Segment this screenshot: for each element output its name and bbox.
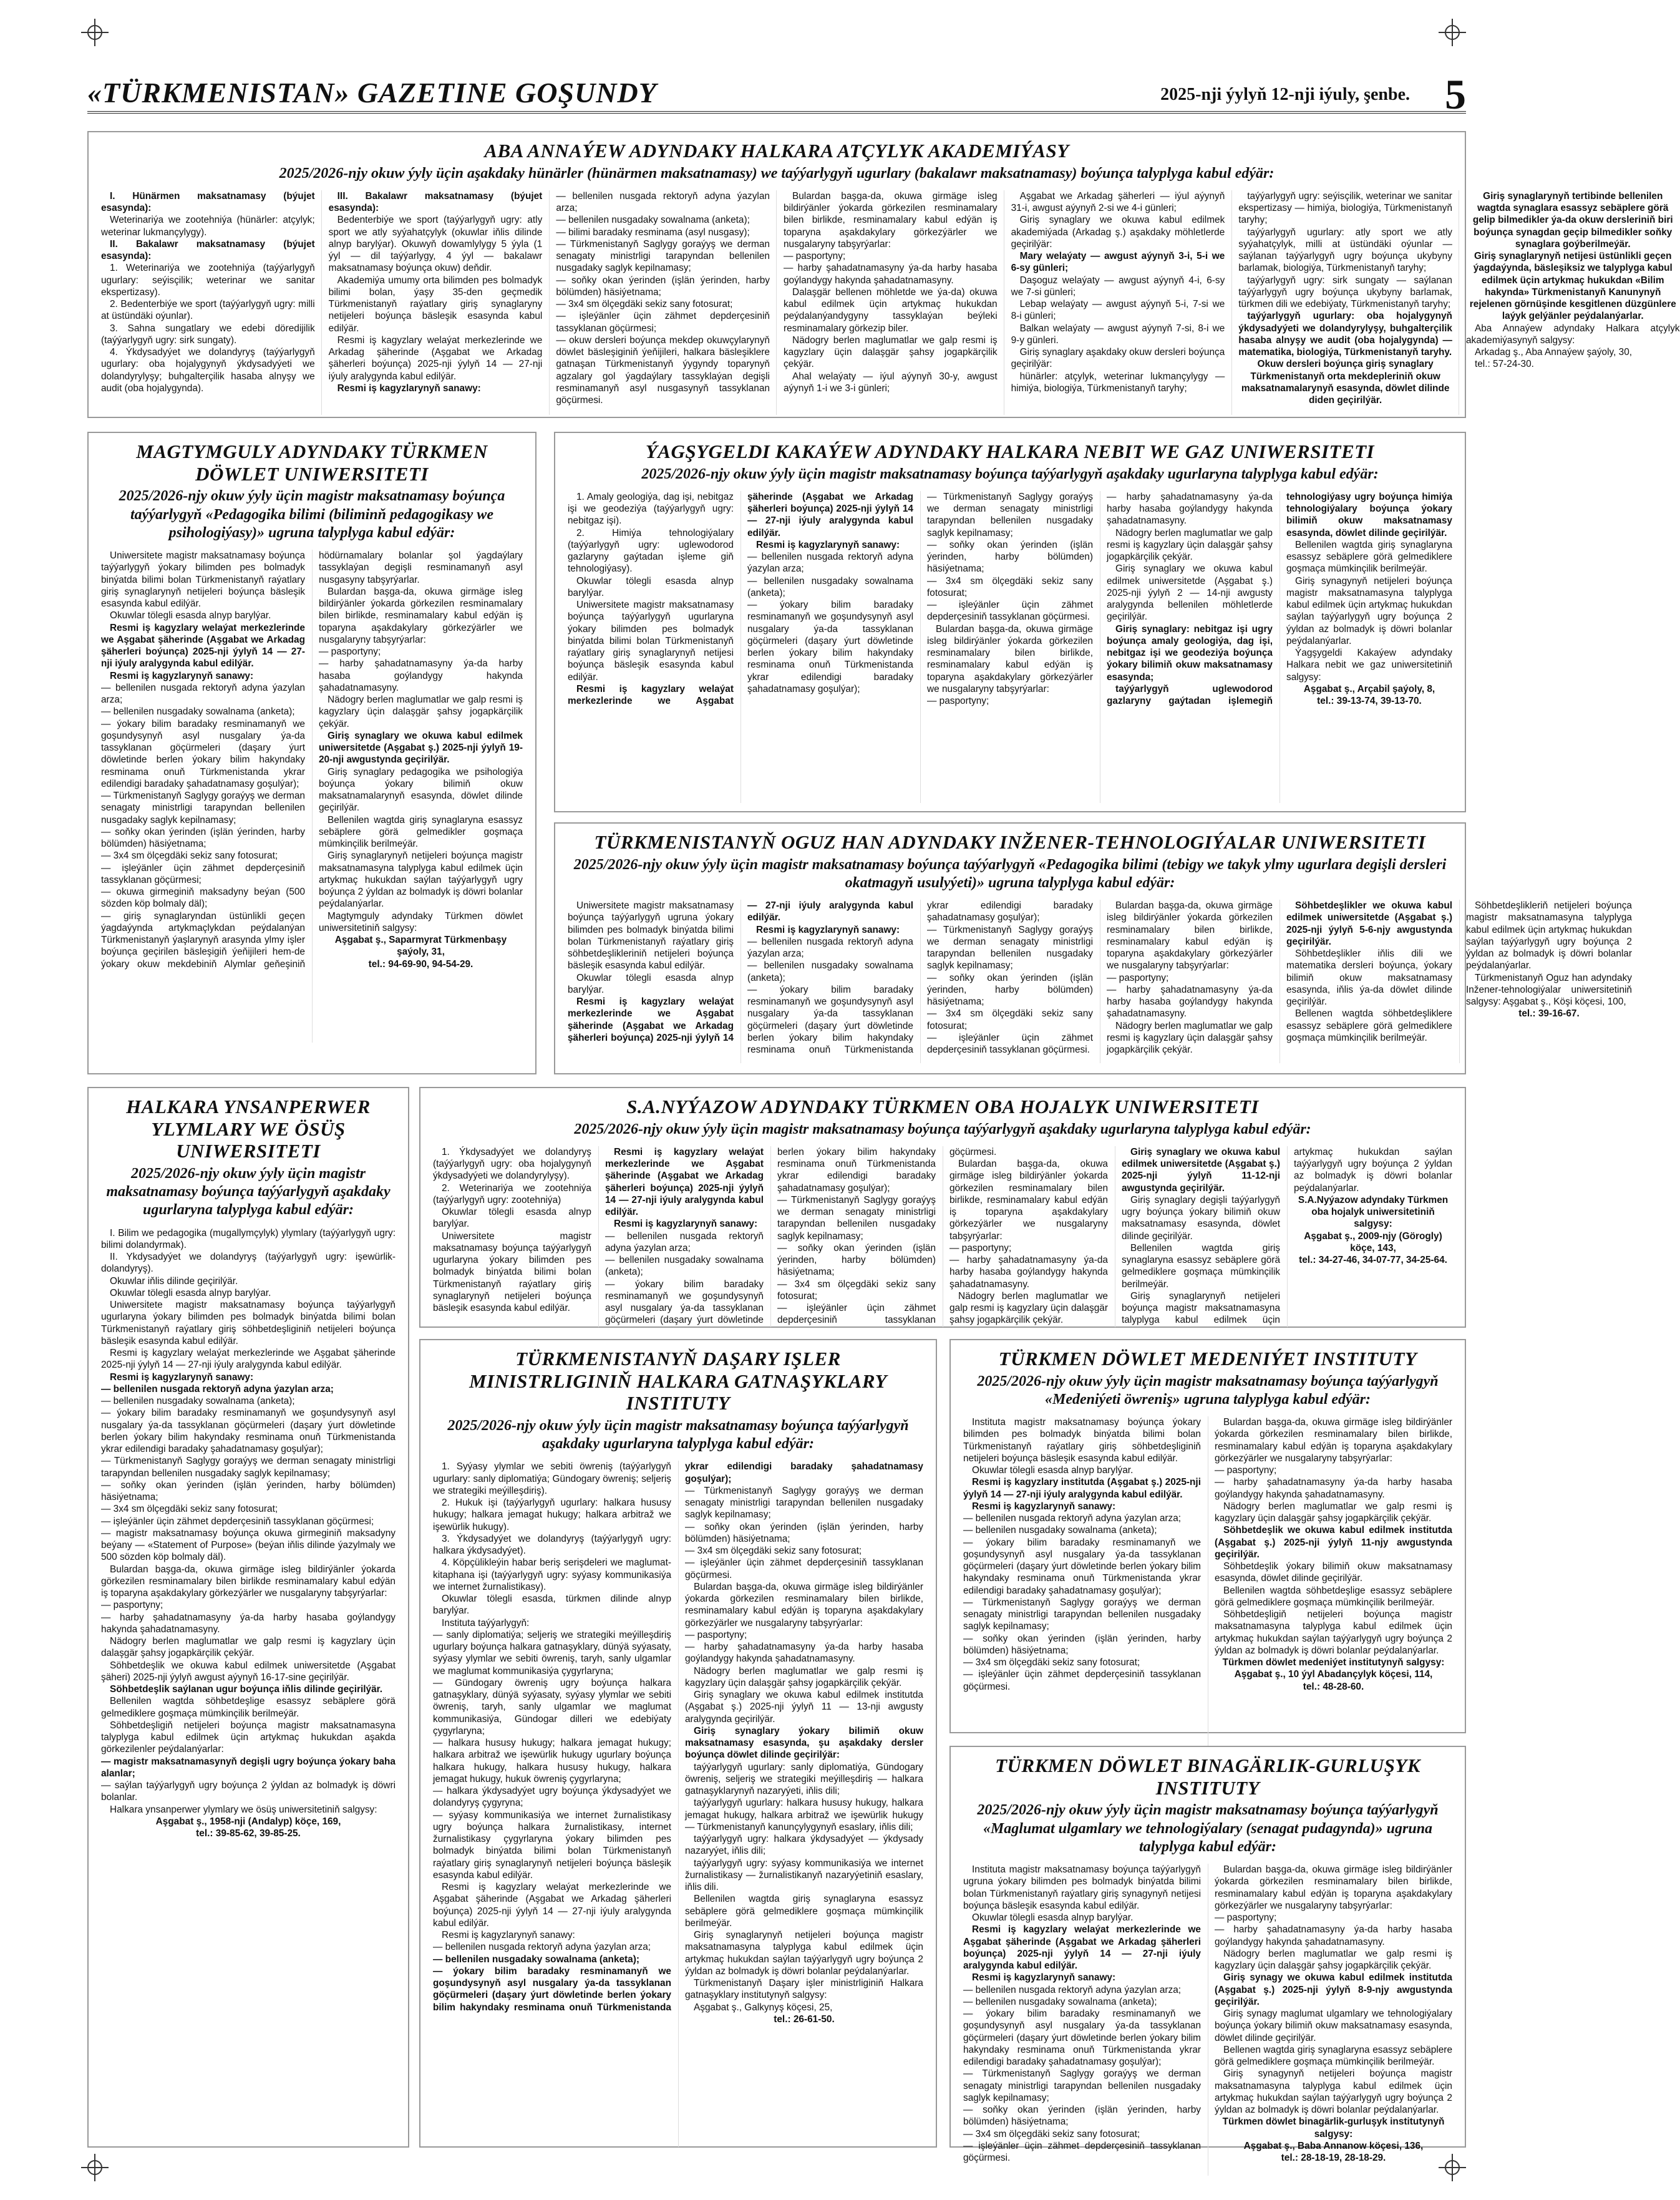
ad-oil-gas-university bbox=[554, 432, 1466, 812]
ad-paragraph: tel.: 39-13-74, 39-13-70. bbox=[1317, 696, 1422, 707]
ad-paragraph: Söhbetdeşlik saýlanan ugur boýunça iňlis dilinde geçirilýär. bbox=[110, 1684, 383, 1695]
ad-paragraph: Uniwersitete magistr maksatnamasy boýunça taýýarlygyň ugruna ýokary bilimden pes bolmadyk binýatda bilimi bolan Türkmenistanyň raýatlary giriş söhbetdeşlikleriniň netijeleri boýunça bäsleşik esasynda kabul edilýär. bbox=[568, 900, 734, 971]
ad-paragraph: Resmi iş kagyzlary welaýat merkezlerinde we Aşgabat şäherinde (Aşgabat we Arkadag şäherleri boýunça) 2025-nji ýylyň 14 — 27-nji iýuly aralygynda kabul edilýär. bbox=[433, 1882, 671, 1929]
ad-paragraph: III. Bakalawr maksatnamasy (býujet esasynda): bbox=[328, 190, 543, 214]
ad-paragraph: — bellenilen nusgadaky sowalnama (anketa); bbox=[963, 1525, 1157, 1536]
ad-magtymguly-university bbox=[87, 432, 537, 1074]
ad-paragraph: Aşgabat ş., Arçabil şaýoly, 8, bbox=[1303, 683, 1435, 694]
ad-paragraph: Lebap welaýaty — awgust aýynyň 5-i, 7-si we 8-i günleri; bbox=[1011, 299, 1225, 322]
ad-paragraph: — bellenilen nusgada rektoryň adyna ýazylan arza; bbox=[556, 190, 770, 214]
ad-paragraph: hünärler: atçylyk, weterinar lukmançylygy — himiýa, biologiýa, Türkmenistanyň taryhy; bbox=[1011, 371, 1225, 394]
ad-title: ABA ANNAÝEW ADYNDAKY HALKARA ATÇYLYK AKADEMIÝASY bbox=[484, 140, 1069, 162]
ad-paragraph: Bulardan başga-da, okuwa girmäge isleg bildirýänler ýokarda görkezilen resminamalary bilen birlikde, resminamalary kabul edýän iş toparyna aşakdakylary görkezýärler we nusgalaryny tabşyrýarlar: bbox=[1107, 900, 1273, 971]
ad-paragraph: Aba Annaýew adyndaky Halkara atçylyk akademiýasynyň salgysy: bbox=[1465, 323, 1680, 346]
ad-paragraph: — bellenilen nusgada rektoryň adyna ýazylan arza; bbox=[747, 552, 913, 575]
ad-paragraph: Dalaşgär bellenen möhletde we ýa-da) okuwa kabul edilmek üçin artykmaç hukukdan peýdalanýandygyny tassyklaýan beýleki resminamalary görkezip biler. bbox=[783, 286, 998, 334]
ad-paragraph: Resmi iş kagyzlarynyň sanawy: bbox=[110, 1371, 254, 1383]
ad-paragraph: Bulardan başga-da, okuwa girmäge isleg bildirýänler ýokarda görkezilen resminamalary bilen birlikde resminamalary kabul edýän iş toparyna aşakdakylary görkezýärler we nusgalaryny tabşyrýarlar: bbox=[101, 1564, 396, 1599]
ad-paragraph: — bellenilen nusgadaky sowalnama (anketa); bbox=[101, 1396, 295, 1407]
ad-paragraph: — ýokary bilim baradaky resminamanyň we goşundysynyň asyl nusgalary ýa-da tassyklanan göçürmeleri (daşary ýurt döwletinde berlen ýokary bilim hakyndaky resminama onuň Türkmenistanda ykrar edilendigi baradaky şahadatnamasy goşulýar); bbox=[101, 718, 305, 789]
ad-paragraph: Resmi iş kagyzlary welaýat merkezlerinde we Aşgabat şäherinde 2025-nji ýylyň 14 — 27-nji iýuly aralygynda kabul edilýär. bbox=[101, 1348, 396, 1371]
ad-paragraph: — işleýänler üçin zähmet depderçesiniň tassyklanan göçürmesi. bbox=[927, 600, 1093, 623]
ad-paragraph: Nädogry berlen maglumatlar we galp resmi iş kagyzlary üçin dalaşgär şahsy jogapkärçilik çekýär. bbox=[319, 694, 523, 729]
ad-paragraph: Instituta magistr maksatnamasy boýunça ýokary bilimden pes bolmadyk binýatda bilimi bolan Türkmenistanyň raýatlary giriş söhbetdeşliginiň netijeleri boýunça bäsleşik esasynda kabul edilýär. bbox=[963, 1417, 1201, 1464]
ad-paragraph: — harby şahadatnamasyny ýa-da harby hasaba goýlandygy hakynda şahadatnamasyny. bbox=[783, 263, 998, 286]
ad-paragraph: — Gündogary öwreniş ugry boýunça halkara gatnaşyklary, dünýä syýasaty, syýasy ylymlar we sebiti öwreniş, taryh, sanly ulgamlar we maglumat kommunikasiýa, Gündogar dilleri we edebiýaty çygyrlaryna; bbox=[433, 1677, 671, 1736]
ad-body bbox=[101, 190, 1680, 415]
ad-paragraph: — Türkmenistanyň Saglygy goraýyş we derman senagaty ministrligi tarapyndan bellenilen nusgadaky saglyk kepilnamasy; bbox=[963, 2068, 1201, 2103]
ad-paragraph: II. Ykdysadyýet we dolandyryş (taýýarlygyň ugry: işewürlik-dolandyryş). bbox=[101, 1252, 396, 1275]
ad-title: TÜRKMENISTANYŇ OGUZ HAN ADYNDAKY INŽENER-TEHNOLOGIÝALAR UNIWERSITETI bbox=[594, 831, 1426, 853]
ad-paragraph: Okuwlar tölegli esasda alnyp barylýar. bbox=[568, 972, 734, 995]
ad-paragraph: Aşgabat ş., 10 ýyl Abadançylyk köçesi, 114, bbox=[1234, 1669, 1433, 1680]
ad-title: HALKARA YNSANPERWER YLYMLARY WE ÖSÜŞ UNIWERSITETI bbox=[126, 1096, 371, 1162]
ad-paragraph: — soňky okan ýerinden (işlän ýerinden, harby bölümden) häsiýetnama; bbox=[927, 972, 1093, 1008]
ad-paragraph: — pasportyny; bbox=[101, 1600, 163, 1611]
ad-paragraph: — Türkmenistanyň Saglygy goraýyş we derman senagaty ministrligi tarapyndan bellenilen nusgadaky saglyk kepilnamasy; bbox=[777, 1194, 936, 1242]
ad-paragraph: Resmi iş kagyzlarynyň sanawy: bbox=[972, 1972, 1116, 1983]
ad-paragraph: 2. Himiýa tehnologiýalary (taýýarlygyň ugry: uglewodorod gazlaryny gaýtadan işleme giň tehnologiýasy). bbox=[568, 527, 734, 575]
ad-paragraph: Resmi iş kagyzlary institutda (Aşgabat ş.) 2025-nji ýylyň 14 — 27-nji iýuly aralygynda kabul edilýär. bbox=[963, 1477, 1201, 1500]
ad-paragraph: taýýarlygyň ugry: seýisçilik, weterinar we sanitar ekspertizasy — himiýa, biologiýa, Türkmenistanyň taryhy; bbox=[1238, 190, 1452, 226]
ad-paragraph: Resmi iş kagyzlary welaýat merkezlerinde we Aşgabat şäherinde (Aşgabat we Arkadag şäherleri boýunça) 2025-nji ýylyň 14 — 27-nji iýuly aralygynda kabul edilýär. bbox=[963, 1924, 1201, 1972]
ad-paragraph: Aşgabat ş., Baba Annanow köçesi, 136, bbox=[1243, 2140, 1424, 2151]
ad-title: TÜRKMENISTANYŇ DAŞARY IŞLER MINISTRLIGINIŇ HALKARA GATNAŞYKLARY INSTITUTY bbox=[469, 1348, 887, 1414]
ad-paragraph: Giriş synagy maglumat ulgamlary we tehnologiýalary boýunça ýokary bilimiň okuw maksatnamasy esasynda, döwlet dilinde geçirilýär. bbox=[1215, 2008, 1452, 2043]
ad-paragraph: Nädogry berlen maglumatlar we galp resmi iş kagyzlary üçin dalaşgär şahsy jogapkärçilik çekýär. bbox=[1215, 1948, 1452, 1972]
ad-paragraph: 4. Köpçülikleýin habar beriş serişdeleri we maglumat-kitaphana işi (taýýarlygyň ugry: syýasy kommunikasiýa we internet žurnalistikasy). bbox=[433, 1557, 671, 1592]
ad-paragraph: — ýokary bilim baradaky resminamanyň we goşundysynyň asyl nusgalary ýa-da tassyklanan göçürmeleri (daşary ýurt döwletinde berlen ýokary bilim hakyndaky resminama onuň Türkmenistanda ykrar edilendigi baradaky şahadatnamasy goşulýar); bbox=[101, 1408, 396, 1455]
ad-subtitle: 2025/2026-njy okuw ýyly üçin magistr maksatnamasy boýunça taýýarlygyň «Pedagogika bilimi (tebigy we takyk ylmy ugurlara degişli dersleri okatmagyň usulyýeti)» ugruna talyplyga kabul edýär: bbox=[573, 856, 1447, 891]
ad-paragraph: 4. Ýkdysadyýet we dolandyryş (taýýarlygyň ugurlary: oba hojalygynyň ýkdysadyýeti we dolandyrylyşy; buhgalterçilik hasaba alnyşy we audit (oba hojalygynda). bbox=[101, 347, 315, 394]
ad-paragraph: Ýagşygeldi Kakaýew adyndaky Halkara nebit we gaz uniwersitetiniň salgysy: bbox=[1286, 648, 1452, 683]
ad-paragraph: I. Bilim we pedagogika (mugallymçylyk) ylymlary (taýýarlygyň ugry: bilimi dolandyrmak). bbox=[101, 1227, 396, 1250]
issue-date: 2025-nji ýylyň 12-nji iýuly, şenbe. bbox=[1160, 85, 1410, 104]
ad-paragraph: Söhbetdeşlikleriň netijeleri boýunça magistr maksatnamasyna talyplyga kabul edilmek üçin artykmaç hukukdan saýlan taýýarlygyň ugry boýunça 2 ýyldan az bolmadyk iş döwri bolanlar peýdalanýarlar. bbox=[1466, 900, 1632, 971]
ad-paragraph: Nädogry berlen maglumatlar we galp resmi iş kagyzlary üçin dalaşgär şahsy jogapkärçilik çekýär. bbox=[101, 1636, 396, 1659]
ad-paragraph: — pasportyny; bbox=[319, 646, 381, 658]
ad-paragraph: Giriş synaglary we okuwa kabul edilmek akademiýada (Arkadag ş.) aşakdaky möhletlerde geçirilýär: bbox=[1011, 215, 1225, 250]
ad-paragraph: Resmi iş kagyzlarynyň sanawy: bbox=[756, 924, 900, 935]
ad-paragraph: Balkan welaýaty — awgust aýynyň 7-si, 8-i we 9-y günleri. bbox=[1011, 323, 1225, 346]
ad-paragraph: — ýokary bilim baradaky resminamanyň we goşundysynyň asyl nusgalary ýa-da tassyklanan göçürmeleri (daşary ýurt döwletinde berlen ýokary bilim hakyndaky resminama onuň Türkmenistanda ykrar edilendigi baradaky şahadatnamasy goşulýar); bbox=[747, 600, 913, 694]
ad-paragraph: — 3x4 sm ölçegdäki sekiz sany fotosurat; bbox=[963, 2128, 1140, 2139]
ad-paragraph: Resmi iş kagyzlary welaýat merkezlerinde we Arkadag şäherinde (Aşgabat we Arkadag şäherleri boýunça) 2025-nji ýylyň 14 — 27-nji iýuly aralygynda kabul edilýär. bbox=[328, 334, 543, 382]
ad-paragraph: Bellenilen wagtda söhbetdeşlige esassyz sebäplere görä gelmediklere goşmaça mümkinçilik berilmeýär. bbox=[101, 1696, 396, 1719]
ad-paragraph: 2. Hukuk işi (taýýarlygyň ugurlary: halkara hususy hukugy; halkara jemagat hukugy; halkara arbitraž we işewürlik hukugy). bbox=[433, 1497, 671, 1532]
ad-subtitle: 2025/2026-njy okuw ýyly üçin magistr maksatnamasy boýunça taýýarlygyň «Pedagogika bilimi (biliminň pedagogikasy we psihologiýasy)» ugruna talyplyga kabul edýär: bbox=[119, 488, 505, 541]
ad-paragraph: tel.: 26-61-50. bbox=[774, 2013, 835, 2025]
ad-paragraph: — sanly diplomatiýa; seljeriş we strategiki meýilleşdiriş ugurlary boýunça halkara gatnaşyklary, dünýä syýasaty, syýasy ylymlar we sebiti öwreniş, taryh, sanly ulgamlar we maglumat kommunikasiýa çygyrlaryna; bbox=[433, 1629, 671, 1677]
ad-paragraph: — pasportyny; bbox=[1215, 1912, 1277, 1924]
ad-paragraph: Giriş synagynyň netijeleri boýunça magistr maksatnamasyna talyplyga kabul edilmek üçin artykmaç hukukdan saýlan taýýarlygyň ugry boýunça 2 ýyldan az bolmadyk iş döwri bolanlar peýdalanýarlar. bbox=[1286, 575, 1452, 646]
newspaper-title: «TÜRKMENISTAN» GAZETINE GOŞUNDY bbox=[87, 77, 657, 109]
ad-paragraph: Resmi iş kagyzlarynyň sanawy: bbox=[756, 539, 900, 550]
ad-paragraph: Nädogry berlen maglumatlar we galp resmi iş kagyzlary üçin dalaşgär şahsy jogapkärçilik çekýär. bbox=[949, 1290, 1108, 1326]
ad-paragraph: — Türkmenistanyň Saglygy goraýyş we derman senagaty ministrligi tarapyndan bellenilen nusgadaky saglyk kepilnamasy; bbox=[685, 1485, 923, 1521]
ad-paragraph: — işleýänler üçin zähmet depderçesiniň tassyklanan göçürmesi; bbox=[101, 1516, 374, 1527]
ad-paragraph: — syýasy kommunikasiýa we internet žurnalistikasy ugry boýunça halkara žurnalistikasy, internet žurnalistikasy çygyrlaryna ýokary bilimden pes bolmadyk binýatda bilimi bolan Türkmenistanyň raýatlary giriş synaglarynyň netijeleri boýunça bäsleşik esasynda kabul edilýär. bbox=[433, 1809, 671, 1881]
ad-paragraph: I. Hünärmen maksatnamasy (býujet esasynda): bbox=[101, 190, 315, 214]
ad-paragraph: Bulardan başga-da, okuwa girmäge isleg bildirýänler ýokarda görkezilen resminamalary bilen birlikde, resminamalary kabul edýän iş toparyna aşakdakylary görkezýärler we nusgalaryny tabşyrýarlar: bbox=[319, 586, 523, 645]
ad-paragraph: — bellenilen nusgadaky sowalnama (anketa); bbox=[605, 1255, 764, 1278]
ad-paragraph: tel.: 39-16-67. bbox=[1518, 1008, 1580, 1020]
ad-paragraph: Bellenen wagtda söhbetdeşliklere esassyz sebäplere görä gelmediklere goşmaça mümkinçilik berilmeýär. bbox=[1286, 1008, 1452, 1043]
ad-paragraph: Giriş synaglary pedagogika we psihologiýa boýunça ýokary bilimiň okuw maksatnamalarynyň esasynda, döwlet dilinde geçirilýär. bbox=[319, 766, 523, 814]
ad-paragraph: Resmi iş kagyzlarynyň sanawy: bbox=[337, 382, 481, 394]
ad-paragraph: — okuw dersleri boýunça mekdep okuwçylarynyň döwlet bäsleşiginiň ýeňijileri, halkara bäsleşiklere gatnaşan Türkmenistanyň ýygyndy toparynyň agzalary gol ýagdaýlary tassyklaýan degişli resminamanyň asyl nusgasynyň tassyklanan göçürmesi. bbox=[556, 334, 770, 406]
ad-paragraph: — ýokary bilim baradaky resminamanyň we goşundysynyň asyl nusgalary ýa-da tassyklanan göçürmeleri (daşary ýurt döwletinde berlen ýokary bilim hakyndaky resminama onuň Türkmenistanda ykrar edilendigi baradaky şahadatnamasy goşulýar); bbox=[433, 1461, 923, 2013]
ad-paragraph: — bellenilen nusgadaky sowalnama (anketa); bbox=[747, 960, 913, 983]
ad-paragraph: Türkmen döwlet medeniýet institutynyň salgysy: bbox=[1222, 1657, 1445, 1668]
ad-aba-annayew-academy bbox=[87, 131, 1680, 418]
ad-paragraph: — 3x4 sm ölçegdäki sekiz sany fotosurat; bbox=[101, 850, 278, 862]
ad-paragraph: — bellenilen nusgadaky sowalnama (anketa); bbox=[963, 1996, 1157, 2007]
ad-paragraph: Uniwersitete magistr maksatnamasy boýunça taýýarlygyň ugurlaryna ýokary bilimden pes bolmadyk binýatda bilimi bolan Türkmenistanyň raýatlary giriş synaglarynyň netijeleri boýunça bäsleşik esasynda kabul edilýär. bbox=[433, 1230, 591, 1314]
ad-subtitle: 2025/2026-njy okuw ýyly üçin magistr maksatnamasy boýunça taýýarlygyň «Maglumat ulgamlary we tehnologiýalary (senagat pudagynda)» ugruna talyplyga kabul edýär: bbox=[977, 1802, 1439, 1855]
ad-paragraph: Bellenilen wagtda giriş synaglaryna esassyz sebäplere görä gelmedikler goşmaça mümkinçilik berilmeýär. bbox=[319, 814, 523, 850]
ad-paragraph: Giriş synaglarynyň netijesi üstünlikli geçen ýagdaýynda, bäsleşiksiz we talyplyga kabul edilmek üçin artykmaç hukukdan «Bilim hakynda» Türkmenistanyň Kanunynyň rejelenen görnüşinde kesgitlenen düzgünlere laýyk gelýänler peýdalanýarlar. bbox=[1469, 251, 1676, 322]
ad-paragraph: Giriş synaglary we okuwa kabul edilmek uniwersitetde (Aşgabat ş.) 2025-nji ýylyň 19-20-nji awgustynda geçirilýär. bbox=[319, 730, 523, 766]
ad-paragraph: taýýarlygyň ugry: sirk sungaty — saýlanan taýýarlygyň ugry boýunça ukybyny barlamak, türkmen dili we edebiýaty, Türkmenistanyň taryhy; bbox=[1238, 275, 1452, 310]
ad-paragraph: Söhbetdeşlik we okuwa kabul edilmek uniwersitetde (Aşgabat şäheri) 2025-nji ýylyň awgust aýynyň 16-17-sine geçirilýär. bbox=[101, 1660, 396, 1683]
ad-paragraph: — harby şahadatnamasyny ýa-da harby hasaba goýlandygy hakynda şahadatnamasyny. bbox=[319, 658, 523, 693]
ad-paragraph: Bellenilen wagtda giriş synaglaryna esassyz sebäplere görä gelmediklere goşmaça mümkinçilik berilmeýär. bbox=[685, 1894, 923, 1929]
ad-paragraph: — bellenilen nusgada rektoryň adyna ýazylan arza; bbox=[433, 1942, 651, 1953]
ad-paragraph: — 3x4 sm ölçegdäki sekiz sany fotosurat; bbox=[777, 1278, 936, 1302]
ad-paragraph: Resmi iş kagyzlary welaýat merkezlerinde we Aşgabat şäherinde (Aşgabat we Arkadag şäherleri boýunça) 2025-nji ýylyň 14 — 27-nji iýuly aralygynda kabul edilýär. bbox=[568, 491, 913, 707]
ad-paragraph: tel.: 28-18-19, 28-18-29. bbox=[1281, 2153, 1386, 2164]
ad-paragraph: Söhbetdeşligiň netijeleri boýunça magistr maksatnamasyna talyplyga kabul edilmek üçin artykmaç hukukdan saýlan taýýarlygyň ugry boýunça 2 ýyldan az bolmadyk iş döwri bolanlar peýdalanýarlar. bbox=[1215, 1609, 1452, 1656]
ad-paragraph: 1. Syýasy ylymlar we sebiti öwreniş (taýýarlygyň ugurlary: sanly diplomatiýa; Gündogary öwreniş; seljeriş we strategiki meýilleşdiriş). bbox=[433, 1461, 671, 1496]
ad-paragraph: Giriş synaglarynyň tertibinde bellenilen wagtda synaglara esassyz sebäplere görä gelip bilmedikler ýa-da okuw dersleriniň biri boýunça synagdan geçip bilmedikler soňky synaglara goýberilmeýär. bbox=[1472, 190, 1673, 250]
ad-paragraph: taýýarlygyň ugry: halkara ýkdysadyýet — ýkdysady nazaryýet, iňlis dili; bbox=[685, 1834, 923, 1857]
ad-paragraph: — pasportyny; bbox=[783, 251, 846, 262]
ad-subtitle: 2025/2026-njy okuw ýyly üçin magistr maksatnamasy boýunça taýýarlygyň aşakdaky ugurlaryna talyplyga kabul edýär: bbox=[641, 465, 1379, 482]
ad-paragraph: Giriş synagy we okuwa kabul edilmek institutda (Aşgabat ş.) 2025-nji ýylyň 8-9-njy awgustynda geçirilýär. bbox=[1215, 1972, 1452, 2007]
ad-paragraph: — magistr maksatnamasynyň degişli ugry boýunça ýokary baha alanlar; bbox=[101, 1756, 396, 1779]
ad-paragraph: Söhbetdeşlikler iňlis dili we matematika dersleri boýunça, ýokary bilimiň okuw maksatnamasy esasynda, iňlis ýa-da döwlet dilinde geçirilýär. bbox=[1286, 948, 1452, 1008]
ad-paragraph: — Türkmenistanyň Saglygy goraýyş we derman senagaty ministrligi tarapyndan bellenilen nusgadaky saglyk kepilnamasy; bbox=[927, 491, 1093, 538]
ad-paragraph: — soňky okan ýerinden (işlän ýerinden, harby bölümden) häsiýetnama; bbox=[963, 1633, 1201, 1656]
ad-title: MAGTYMGULY ADYNDAKY TÜRKMEN DÖWLET UNIWERSITETI bbox=[136, 440, 488, 485]
ad-body bbox=[568, 491, 1452, 803]
ad-paragraph: Arkadag ş., Aba Annaýew şaýoly, 30, bbox=[1474, 347, 1633, 358]
ad-paragraph: Aşgabat we Arkadag şäherleri — iýul aýynyň 31-i, awgust aýynyň 2-si we 4-i günleri; bbox=[1011, 190, 1225, 214]
ad-body bbox=[101, 1227, 396, 2113]
ad-paragraph: Magtymguly adyndaky Türkmen döwlet uniwersitetiniň salgysy: bbox=[319, 910, 523, 933]
ad-paragraph: — işleýänler üçin zähmet depderçesiniň tassyklanan göçürmesi. bbox=[927, 1032, 1093, 1056]
masthead bbox=[87, 71, 1466, 118]
ad-paragraph: — halkara hususy hukugy; halkara jemagat hukugy; halkara arbitraž we işewürlik hukugy ugurlary boýunça halkara hukugy, halkara hususy hukugy, halkara jemagat hukugy, hukuk öwreniş çygyrlaryna; bbox=[433, 1738, 671, 1784]
ad-paragraph: Nädogry berlen maglumatlar we galp resmi iş kagyzlary üçin dalaşgär şahsy jogapkärçilik çekýär. bbox=[1107, 527, 1273, 563]
ad-paragraph: — 3x4 sm ölçegdäki sekiz sany fotosurat; bbox=[963, 1657, 1140, 1668]
ad-paragraph: — işleýänler üçin zähmet depderçesiniň tassyklanan göçürmesi. bbox=[777, 1146, 997, 1326]
ad-paragraph: 3. Sahna sungatlary we edebi döredijilik (taýýarlygyň ugry: sirk sungaty). bbox=[101, 323, 315, 346]
ad-paragraph: Bulardan başga-da, okuwa girmäge isleg bildirýänler ýokarda görkezilen resminamalary bilen birlikde, resminamalary kabul edýän iş toparyna aşakdakylary görkezýärler we nusgalaryny tabşyrýarlar: bbox=[927, 623, 1093, 694]
ad-paragraph: — 3x4 sm ölçegdäki sekiz sany fotosurat; bbox=[927, 1008, 1093, 1031]
ad-paragraph: — bellenilen nusgada rektoryň adyna ýazylan arza; bbox=[747, 936, 913, 960]
ad-paragraph: — Türkmenistanyň Saglygy goraýyş we derman senagaty ministrligi tarapyndan bellenilen nusgadaky saglyk kepilnamasy; bbox=[101, 791, 305, 825]
ad-paragraph: Bellenilen wagtda giriş synaglaryna esassyz sebäplere görä gelmediklere goşmaça mümkinçilik berilmeýär. bbox=[1286, 539, 1452, 575]
ad-paragraph: Bellenilen wagtda giriş synaglaryna esassyz sebäplere görä gelmediklere goşmaça mümkinçilik berilmeýär. bbox=[1122, 1242, 1280, 1290]
ad-body bbox=[433, 1146, 1452, 1327]
ad-paragraph: — işleýänler üçin zähmet depderçesiniň tassyklanan göçürmesi. bbox=[963, 1669, 1201, 1692]
ad-body bbox=[568, 900, 1632, 1063]
ad-paragraph: — işleýänler üçin zähmet depderçesiniň tassyklanan göçürmesi; bbox=[556, 311, 770, 334]
ad-paragraph: Giriş synaglary ýokary bilimiň okuw maksatnamasy esasynda, şu aşakdaky dersler boýunça döwlet dilinde geçirilýär: bbox=[685, 1725, 923, 1761]
ad-paragraph: 1. Ýkdysadyýet we dolandyryş (taýýarlygyň ugry: oba hojalygynyň ýkdysadyýeti we dolandyrylyşy). bbox=[433, 1146, 591, 1182]
ad-title: TÜRKMEN DÖWLET MEDENIÝET INSTITUTY bbox=[998, 1348, 1417, 1370]
ad-paragraph: 1. Amaly geologiýa, dag işi, nebitgaz işi we geodeziýa (taýýarlygyň ugry: nebitgaz işi). bbox=[568, 491, 734, 527]
ad-architecture-institute bbox=[949, 1746, 1466, 2164]
ad-paragraph: Okuw dersleri boýunça giriş synaglary Türkmenistanyň orta mekdepleriniň okuw maksatnamalarynyň esasynda, döwlet dilinde diden geçirilýär. bbox=[1241, 359, 1450, 406]
ad-body bbox=[101, 550, 523, 1043]
ad-paragraph: Mary welaýaty — awgust aýynyň 3-i, 5-i we 6-sy günleri; bbox=[1011, 251, 1225, 274]
ad-paragraph: Türkmenistanyň Oguz han adyndaky Inžener-tehnologiýalar uniwersitetiniň salgysy: Aşgabat ş., Köşi köçesi, 100, bbox=[1466, 972, 1632, 1008]
ad-paragraph: — işleýänler üçin zähmet depderçesiniň tassyklanan göçürmesi. bbox=[963, 2140, 1201, 2164]
ad-paragraph: — harby şahadatnamasyny ýa-da harby hasaba goýlandygy hakynda şahadatnamasyny. bbox=[685, 1642, 923, 1665]
ad-paragraph: Halkara ynsanperwer ylymlary we ösüş uniwersitetiniň salgysy: bbox=[110, 1804, 377, 1815]
ad-paragraph: Bulardan başga-da, okuwa girmäge isleg bildirýänler ýokarda görkezilen resminamalary bilen birlikde, resminamalary kabul edýän iş toparyna aşakdakylary görkezýärler we nusgalaryny tabşyrýarlar: bbox=[949, 1159, 1108, 1242]
ad-paragraph: — ýokary bilim baradaky resminamanyň we goşundysynyň asyl nusgalary ýa-da tassyklanan göçürmeleri (daşary ýurt döwletinde berlen ýokary bilim hakyndaky resminama onuň Türkmenistanda ykrar edilendigi baradaky şahadatnamasy goşulýar); bbox=[605, 1146, 936, 1326]
ad-paragraph: 3. Ýkdysadyýet we dolandyryş (taýýarlygyň ugry: halkara ýkdysadyýet). bbox=[433, 1533, 671, 1557]
ad-paragraph: Uniwersitete magistr maksatnamasy boýunça taýýarlygyň ugurlaryna ýokary bilimden pes bolmadyk binýatda bilimi bolan Türkmenistanyň raýatlary giriş söhbetdeşliginiň netijeleri boýunça bäsleşik esasynda kabul edilýär. bbox=[101, 1300, 396, 1346]
ad-paragraph: taýýarlygyň ugurlary: halkara hususy hukugy, halkara jemagat hukugy, halkara arbitraž we işewürlik hukugy — Türkmenistanyň kanunçylygynyň esaslary, iňlis dili; bbox=[685, 1798, 923, 1833]
ad-paragraph: Türkmenistanyň Daşary işler ministrliginiň Halkara gatnaşyklary institutynyň salgysy: bbox=[685, 1978, 923, 2001]
ad-paragraph: Uniwersitete magistr maksatnamasy boýunça taýýarlygyň ýokary bilimden pes bolmadyk binýatda bilimi bolan Türkmenistanyň raýatlary giriş synaglarynyň netijeleri boýunça bäsleşik esasynda kabul edilýär. bbox=[101, 550, 305, 610]
ad-paragraph: — bellenilen nusgada rektoryň adyna ýazylan arza; bbox=[963, 1513, 1182, 1524]
ad-paragraph: — soňky okan ýerinden (işlän ýerinden, harby bölümden) häsiýetnama; bbox=[963, 2105, 1201, 2128]
ad-paragraph: Okuwlar tölegli esasda alnyp barylýar. bbox=[972, 1465, 1134, 1476]
ad-paragraph: — harby şahadatnamasyny ýa-da harby hasaba goýlandygy hakynda şahadatnamasyny. bbox=[101, 1612, 396, 1635]
ad-paragraph: — bellenilen nusgada rektoryň adyna ýazylan arza; bbox=[101, 1383, 334, 1394]
ad-paragraph: — soňky okan ýerinden (işlän ýerinden, harby bölümden) häsiýetnama; bbox=[685, 1521, 923, 1544]
ad-paragraph: Giriş synagynyň netijeleri boýunça magistr maksatnamasyna talyplyga kabul edilmek üçin artykmaç hukukdan saýlan taýýarlygyň ugry boýunça 2 ýyldan az bolmadyk iş döwri bolanlar peýdalanýarlar. bbox=[1215, 2068, 1452, 2116]
ad-paragraph: Resmi iş kagyzlary welaýat merkezlerinde we Aşgabat şäherinde (Aşgabat we Arkadag şäherleri boýunça) 2025-nji ýylyň 14 — 27-nji iýuly aralygynda kabul edilýär. bbox=[101, 622, 305, 669]
ad-paragraph: Aşgabat ş., Saparmyrat Türkmenbaşy şaýoly, 31, bbox=[334, 935, 507, 958]
ad-paragraph: Türkmen döwlet binagärlik-gurluşyk institutynyň salgysy: bbox=[1222, 2116, 1445, 2139]
ad-paragraph: Bulardan başga-da, okuwa girmäge isleg bildirýänler ýokarda görkezilen resminamalary bilen birlikde, resminamalary kabul edýän iş toparyna aşakdakylary görkezýärler we nusgalaryny tabşyrýarlar: bbox=[1215, 1864, 1452, 1911]
ad-paragraph: Instituta taýýarlygyň: bbox=[442, 1617, 530, 1628]
ad-paragraph: — işleýänler üçin zähmet depderçesiniň tassyklanan göçürmesi; bbox=[101, 862, 305, 885]
ad-paragraph: Giriş synaglarynyň netijeleri boýunça magistr maksatnamasyna talyplyga kabul edilmek üçin artykmaç hukukdan saýlan taýýarlygyň ugry boýunça 2 ýyldan az bolmadyk iş döwri bolanlar peýdalanýarlar. bbox=[319, 850, 523, 910]
registration-mark bbox=[81, 19, 109, 46]
ad-paragraph: Bulardan başga-da, okuwa girmäge isleg bildirýänler ýokarda görkezilen resminamalary bilen birlikde, resminamalary kabul edýän iş toparyna aşakdakylary görkezýärler we nusgalaryny tabşyrýarlar: bbox=[1215, 1417, 1452, 1464]
ad-paragraph: — pasportyny; bbox=[927, 696, 989, 707]
ad-paragraph: Söhbetdeşligiň netijeleri boýunça magistr maksatnamasyna talyplyga kabul edilmek üçin artykmaç hukukdan aşakda görkezilenler peýdalanýarlar: bbox=[101, 1720, 396, 1755]
ad-paragraph: Aşgabat ş., Galkynyş köçesi, 25, bbox=[694, 2002, 833, 2013]
ad-paragraph: II. Bakalawr maksatnamasy (býujet esasynda): bbox=[101, 238, 315, 262]
ad-subtitle: 2025/2026-njy okuw ýyly üçin magistr maksatnamasy boýunça taýýarlygyň aşakdaky ugurlaryna talyplyga kabul edýär: bbox=[106, 1165, 391, 1219]
ad-title: S.A.NYÝAZOW ADYNDAKY TÜRKMEN OBA HOJALYK UNIWERSITETI bbox=[626, 1096, 1259, 1117]
ad-paragraph: Giriş synaglarynyň netijeleri boýunça magistr maksatnamasyna talyplyga kabul edilmek üçin artykmaç hukukdan saýlan taýýarlygyň ugry boýunça 2 ýyldan az bolmadyk iş döwri bolanlar peýdalanýarlar. bbox=[685, 1930, 923, 1977]
ad-culture-institute bbox=[949, 1339, 1466, 1733]
ad-paragraph: Uniwersitete magistr maksatnamasy boýunça taýýarlygyň ugurlaryna ýokary bilimden pes bolmadyk binýatda bilimi bolan Türkmenistanyň raýatlary giriş synaglarynyň netijesi boýunça bäsleşik esasynda kabul edilýär. bbox=[568, 600, 734, 683]
ad-paragraph: tel.: 48-28-60. bbox=[1303, 1681, 1364, 1692]
ad-paragraph: Giriş synaglarynyň netijeleri boýunça magistr maksatnamasyna talyplyga kabul edilmek üçin artykmaç hukukdan saýlan taýýarlygyň ugry boýunça 2 ýyldan az bolmadyk iş döwri bolanlar peýdalanýarlar. bbox=[1122, 1146, 1452, 1326]
ad-paragraph: — harby şahadatnamasyny ýa-da harby hasaba goýlandygy hakynda şahadatnamasyny. bbox=[1215, 1924, 1452, 1947]
ad-paragraph: 2. Weterinariýa we zootehniýa (taýýarlygyň ugry: zootehniýa) bbox=[433, 1182, 591, 1205]
ad-paragraph: Bellenilen wagtda söhbetdeşlige esassyz sebäplere görä gelmediklere goşmaça mümkinçilik berilmeýär. bbox=[1215, 1585, 1452, 1608]
ad-subtitle: 2025/2026-njy okuw ýyly üçin magistr maksatnamasy boýunça taýýarlygyň aşakdaky ugurlaryna talyplyga kabul edýär: bbox=[447, 1417, 909, 1453]
ad-paragraph: Bulardan başga-da, okuwa girmäge isleg bildirýänler ýokarda görkezilen resminamalary bilen birlikde, resminamalary kabul edýän iş toparyna aşakdakylary görkezýärler we nusgalaryny tabşyrýarlar: bbox=[685, 1581, 923, 1628]
ad-paragraph: — harby şahadatnamasyny ýa-da harby hasaba goýlandygy hakynda şahadatnamasyny. bbox=[1107, 491, 1273, 527]
ad-oguz-han-university bbox=[554, 822, 1632, 1074]
ad-paragraph: — ýokary bilim baradaky resminamanyň we goşundysynyň asyl nusgalary ýa-da tassyklanan göçürmeleri (daşary ýurt döwletinde berlen ýokary bilim hakyndaky resminama onuň Türkmenistanda ykrar edilendigi baradaky şahadatnamasy goşulýar); bbox=[963, 2008, 1201, 2068]
ad-title: TÜRKMEN DÖWLET BINAGÄRLIK-GURLUŞYK INSTITUTY bbox=[995, 1755, 1420, 1799]
ad-paragraph: Instituta magistr maksatnamasy boýunça taýýarlygyň ugruna ýokary bilimden pes bolmadyk binýatda bilimi bolan Türkmenistanyň raýatlary giriş synagynyň netijesi boýunça bäsleşik esasynda kabul edilýär. bbox=[963, 1864, 1201, 1911]
ad-paragraph: Resmi iş kagyzlary welaýat merkezlerinde we Aşgabat şäherinde (Aşgabat we Arkadag şäherleri boýunça) 2025-nji ýylyň 14 — 27-nji iýuly aralygynda kabul edilýär. bbox=[568, 900, 913, 1043]
ad-paragraph: Okuwlar tölegli esasda alnyp barylýar. bbox=[972, 1912, 1134, 1924]
ad-paragraph: — soňky okan ýerinden (işlän ýerinden, harby bölümden) häsiýetnama; bbox=[556, 275, 770, 298]
ad-paragraph: — okuwa girmeginiň maksadyny beýan (500 sözden köp bolmaly däl); bbox=[101, 887, 305, 910]
ad-paragraph: — pasportyny; bbox=[1215, 1465, 1277, 1476]
ad-paragraph: — harby şahadatnamasyny ýa-da harby hasaba goýlandygy hakynda şahadatnamasyny. bbox=[1107, 984, 1273, 1020]
ad-paragraph: — Türkmenistanyň Saglygy goraýyş we derman senagaty ministrligi tarapyndan bellenilen nusgadaky saglyk kepilnamasy; bbox=[927, 924, 1093, 971]
ad-paragraph: Nädogry berlen maglumatlar we galp resmi iş kagyzlary üçin dalaşgär şahsy jogapkärçilik çekýär. bbox=[783, 334, 998, 370]
ad-paragraph: Resmi iş kagyzlary welaýat merkezlerinde we Aşgabat şäherinde (Aşgabat we Arkadag şäherleri boýunça) 2025-nji ýylyň 14 — 27-nji iýuly aralygynda kabul edilýär. bbox=[605, 1146, 764, 1218]
ad-paragraph: — soňky okan ýerinden (işlän ýerinden, harby bölümden) häsiýetnama; bbox=[101, 826, 305, 850]
ad-humanities-university bbox=[87, 1087, 409, 2148]
ad-body bbox=[963, 1416, 1452, 1747]
ad-paragraph: Bulardan başga-da, okuwa girmäge isleg bildirýänler ýokarda görkezilen resminamalary bilen birlikde, resminamalary kabul edýän iş toparyna aşakdakylary görkezýärler we nusgalaryny tabşyrýarlar: bbox=[783, 190, 998, 250]
ad-paragraph: — bellenilen nusgada rektoryň adyna ýazylan arza; bbox=[101, 682, 305, 706]
ad-paragraph: Weterinariýa we zootehniýa (hünärler: atçylyk; weterinar lukmançylygy). bbox=[101, 215, 315, 238]
ad-paragraph: Nädogry berlen maglumatlar we galp resmi iş kagyzlary üçin dalaşgär şahsy jogapkärçilik çekýär. bbox=[1215, 1501, 1452, 1524]
ad-paragraph: Resmi iş kagyzlarynyň sanawy: bbox=[442, 1930, 575, 1941]
ad-paragraph: Giriş synaglary we okuwa kabul edilmek uniwersitetde (Aşgabat ş.) 2025-nji ýylyň 2 — 14-nji awgusty aralygynda bellenilen möhletlerde geçirilýär. bbox=[1107, 563, 1273, 623]
ad-body bbox=[433, 1461, 923, 2147]
ad-paragraph: — pasportyny; bbox=[685, 1629, 747, 1640]
ad-paragraph: Bellenen wagtda giriş synaglaryna esassyz sebäplere görä gelmediklere goşmaça mümkinçilik berilmeýär. bbox=[1215, 2044, 1452, 2068]
ad-paragraph: — soňky okan ýerinden (işlän ýerinden, harby bölümden) häsiýetnama; bbox=[777, 1242, 936, 1278]
ad-paragraph: Giriş synaglary aşakdaky okuw dersleri boýunça geçirilýär: bbox=[1011, 347, 1225, 370]
ad-subtitle: 2025/2026-njy okuw ýyly üçin magistr maksatnamasy boýunça taýýarlygyň aşakdaky ugurlaryna talyplyga kabul edýär: bbox=[574, 1121, 1311, 1137]
ad-paragraph: Resmi iş kagyzlarynyň sanawy: bbox=[614, 1219, 758, 1230]
ad-paragraph: — 3x4 sm ölçegdäki sekiz sany fotosurat; bbox=[927, 575, 1093, 598]
registration-mark bbox=[81, 2154, 109, 2181]
ad-paragraph: — 3x4 sm ölçegdäki sekiz sany fotosurat; bbox=[101, 1504, 278, 1515]
ad-paragraph: taýýarlygyň ugurlary: sanly diplomatiýa, Gündogary öwreniş, seljeriş we strategiki meýilleşdiriş — halkara gatnaşyklarynyň nazaryýeti, iňlis dili; bbox=[685, 1761, 923, 1797]
ad-subtitle: 2025/2026-njy okuw ýyly üçin magistr maksatnamasy boýunça taýýarlygyň «Medeniýeti öwreniş» ugruna talyplyga kabul edýär: bbox=[977, 1373, 1439, 1408]
ad-paragraph: Nädogry berlen maglumatlar we galp resmi iş kagyzlary üçin dalaşgär şahsy jogapkärçilik çekýär. bbox=[685, 1665, 923, 1688]
ad-paragraph: Söhbetdeşlikler we okuwa kabul edilmek uniwersitetde (Aşgabat ş.) 2025-nji ýylyň 5-6-njy awgustynda geçirilýär. bbox=[1286, 900, 1452, 947]
ad-paragraph: — Türkmenistanyň Saglygy goraýyş we derman senagaty ministrligi tarapyndan bellenilen nusgadaky saglyk kepilnamasy; bbox=[556, 238, 770, 274]
ad-paragraph: — ýokary bilim baradaky resminamanyň we goşundysynyň asyl nusgalary ýa-da tassyklanan göçürmeleri (daşary ýurt döwletinde berlen ýokary bilim hakyndaky resminama onuň Türkmenistanda ykrar edilendigi baradaky şahadatnamasy goşulýar); bbox=[747, 900, 1093, 1056]
ad-paragraph: Nädogry berlen maglumatlar we galp resmi iş kagyzlary üçin dalaşgär şahsy jogapkärçilik çekýär. bbox=[1107, 1020, 1273, 1056]
ad-paragraph: taýýarlygyň ugry: syýasy kommunikasiýa we internet žurnalistikasy — žurnalistikanyň nazaryýetiniň esaslary, iňlis dili. bbox=[685, 1857, 923, 1893]
ad-paragraph: Resmi iş kagyzlarynyň sanawy: bbox=[110, 670, 254, 681]
ad-paragraph: Okuwlar tölegli esasda alnyp barylýar. bbox=[433, 1207, 591, 1230]
ad-paragraph: — harby şahadatnamasyny ýa-da harby hasaba goýlandygy hakynda şahadatnamasyny. bbox=[1215, 1477, 1452, 1500]
ad-paragraph: taýýarlygyň ugurlary: atly sport we atly syýahatçylyk, milli at üstündäki oýunlar — saýlanan taýýarlygyň ugry boýunça ukybyny barlamak, biologiýa, Türkmenistanyň taryhy; bbox=[1238, 226, 1452, 274]
ad-paragraph: Okuwlar tölegli esasda alnyp barylýar. bbox=[568, 575, 734, 598]
ad-paragraph: Daşoguz welaýaty — awgust aýynyň 4-i, 6-sy we 7-si günleri; bbox=[1011, 275, 1225, 298]
ad-paragraph: — işleýänler üçin zähmet depderçesiniň tassyklanan göçürmesi. bbox=[685, 1557, 923, 1580]
ad-paragraph: — bellenilen nusgadaky sowalnama (anketa); bbox=[101, 706, 295, 718]
ad-paragraph: Aşgabat ş., 2009-njy (Görogly) köçe, 143, bbox=[1304, 1230, 1442, 1253]
ad-paragraph: Giriş synaglary degişli taýýarlygyň ugry boýunça ýokary bilimiň okuw maksatnamasy esasynda, döwlet dilinde geçirilýär. bbox=[1122, 1194, 1280, 1242]
ad-paragraph: 2. Bedenterbiýe we sport (taýýarlygyň ugry: milli at üstündäki oýunlar). bbox=[101, 299, 315, 322]
ad-paragraph: — bilimi baradaky resminama (asyl nusgasy); bbox=[556, 226, 750, 238]
ad-paragraph: — 3x4 sm ölçegdäki sekiz sany fotosurat; bbox=[556, 299, 733, 310]
ad-paragraph: — soňky okan ýerinden (işlän ýerinden, harby bölümden) häsiýetnama; bbox=[927, 539, 1093, 575]
ad-paragraph: — bellenilen nusgadaky sowalnama (anketa); bbox=[747, 575, 913, 598]
ad-paragraph: — 3x4 sm ölçegdäki sekiz sany fotosurat; bbox=[685, 1545, 862, 1557]
ad-paragraph: — bellenilen nusgada rektoryň adyna ýazylan arza; bbox=[963, 1984, 1182, 1995]
page-number: 5 bbox=[1445, 71, 1466, 118]
ad-paragraph: — bellenilen nusgada rektoryň adyna ýazylan arza; bbox=[605, 1230, 764, 1253]
ad-paragraph: — saýlan taýýarlygyň ugry boýunça 2 ýyldan az bolmadyk iş döwri bolanlar. bbox=[101, 1780, 396, 1803]
ad-title: ÝAGŞYGELDI KAKAÝEW ADYNDAKY HALKARA NEBIT WE GAZ UNIWERSITETI bbox=[645, 440, 1375, 462]
ad-paragraph: taýýarlygyň uglewodorod gazlaryny gaýtadan işlemegiň tehnologiýasy ugry boýunça himiýa tehnologiýalary boýunça ýokary bilimiň okuw maksatnamasy esasynda, döwlet dilinde geçirilýär. bbox=[1107, 491, 1452, 707]
ad-paragraph: Söhbetdeşlik we okuwa kabul edilmek institutda (Aşgabat ş.) 2025-nji ýylyň 11-njy awgustynda geçirilýär. bbox=[1215, 1525, 1452, 1560]
ad-body bbox=[963, 1864, 1452, 2176]
ad-subtitle: 2025/2026-njy okuw ýyly üçin aşakdaky hünärler (hünärmen maksatnamasy) we taýýarlygyň ugurlary (bakalawr maksatnamasy) boýunça talyplyga kabul edýär: bbox=[279, 165, 1275, 182]
ad-paragraph: Giriş synaglary: nebitgaz işi ugry boýunça amaly geologiýa, dag işi, nebitgaz işi we geodeziýa boýunça ýokary bilimiň okuw maksatnamasy esasynda; bbox=[1107, 623, 1273, 683]
ad-paragraph: taýýarlygyň ugurlary: oba hojalygynyň ýkdysadyýeti we dolandyrylyşy, buhgalterçilik hasaba alnyşy we audit (oba hojalygynda) — matematika, biologiýa, Türkmenistanyň taryhy. bbox=[1238, 311, 1452, 358]
ad-paragraph: — harby şahadatnamasyny ýa-da harby hasaba goýlandygy hakynda şahadatnamasyny. bbox=[949, 1255, 1108, 1290]
ad-paragraph: — bellenilen nusgadaky sowalnama (anketa); bbox=[433, 1954, 639, 1965]
ad-paragraph: Söhbetdeşlik ýokary bilimiň okuw maksatnamasy esasynda, döwlet dilinde geçirilýär. bbox=[1215, 1561, 1452, 1584]
ad-paragraph: — ýokary bilim baradaky resminamanyň we goşundysynyň asyl nusgalary ýa-da tassyklanan göçürmeleri (daşary ýurt döwletinde berlen ýokary bilim hakyndaky resminama onuň Türkmenistanda ykrar edilendigi baradaky şahadatnamasy goşulýar); bbox=[963, 1537, 1201, 1596]
ad-paragraph: — Türkmenistanyň Saglygy goraýyş we derman senagaty ministrligi tarapyndan bellenilen nusgadaky saglyk kepilnamasy; bbox=[963, 1597, 1201, 1632]
ad-paragraph: — soňky okan ýerinden (işlän ýerinden, harby bölümden) häsiýetnama; bbox=[101, 1479, 396, 1503]
ad-paragraph: Okuwlar iňlis dilinde geçirilýär. bbox=[110, 1275, 238, 1287]
ad-paragraph: S.A.Nyýazow adyndaky Türkmen oba hojalyk uniwersitetiniň salgysy: bbox=[1298, 1194, 1449, 1230]
ad-paragraph: Giriş synaglary we okuwa kabul edilmek uniwersitetde (Aşgabat ş.) 2025-nji ýylyň 11-12-nji awgustynda geçirilýär. bbox=[1122, 1146, 1280, 1194]
ad-foreign-affairs-institute bbox=[419, 1339, 937, 2148]
ad-paragraph: tel.: 34-27-46, 34-07-77, 34-25-64. bbox=[1299, 1255, 1447, 1266]
ad-paragraph: Akademiýa umumy orta bilimden pes bolmadyk bilimi bolan, ýaşy 35-den geçmedik Türkmenistanyň raýatlary giriş synaglaryny netijeleri boýunça bäsleşik esasynda kabul edilýär. bbox=[328, 275, 543, 334]
ad-paragraph: — Türkmenistanyň Saglygy goraýyş we derman senagaty ministrligi tarapyndan bellenilen nusgadaky saglyk kepilnamasy; bbox=[101, 1456, 396, 1479]
ad-paragraph: tel.: 94-69-90, 94-54-29. bbox=[368, 958, 473, 970]
ad-paragraph: Okuwlar tölegli esasda, türkmen dilinde alnyp barylýar. bbox=[433, 1594, 671, 1617]
registration-mark bbox=[1439, 19, 1466, 46]
ad-paragraph: Ahal welaýaty — iýul aýynyň 30-y, awgust aýynyň 1-i we 3-i günleri; bbox=[783, 371, 998, 394]
ad-paragraph: — halkara ýkdysadyýet ugry boýunça ýkdysadyýet we dolandyryş çygyryna; bbox=[433, 1786, 671, 1809]
ad-paragraph: Bedenterbiýe we sport (taýýarlygyň ugry: atly sport we atly syýahatçylyk (okuwlar iňlis dilinde alnyp barylýar). Okuwyň dowamlylygy 5 ýyla (1 ýyl — dil taýýarlygy, 4 ýyl — bakalawr maksatnamasy boýunça okuw) deňdir. bbox=[328, 215, 543, 274]
ad-paragraph: tel.: 39-85-62, 39-85-25. bbox=[196, 1828, 301, 1839]
ad-agricultural-university bbox=[419, 1087, 1466, 1328]
ad-paragraph: — bellenilen nusgadaky sowalnama (anketa); bbox=[556, 215, 750, 226]
ad-paragraph: tel.: 57-24-30. bbox=[1474, 359, 1534, 370]
ad-paragraph: — pasportyny; bbox=[1107, 972, 1169, 983]
ad-paragraph: — giriş synaglaryndan üstünlikli geçen ýagdaýynda artykmaçlykdan peýdalanýan Türkmenistanyň ýaşlarynyň arasynda ylmy işler boýunça geçirilen bäsleşigiň ýeňijileri hem-de ýokary okuw mekdebiniň Alymlar geňeşiniň hödürnamalary bolanlar şol ýagdaýlary tassyklaýan degişli resminamanyň asyl nusgasyny tabşyrýarlar. bbox=[101, 550, 523, 970]
ad-paragraph: — pasportyny; bbox=[949, 1242, 1012, 1253]
ad-paragraph: Resmi iş kagyzlarynyň sanawy: bbox=[972, 1501, 1116, 1512]
ad-paragraph: — magistr maksatnamasy boýunça okuwa girmeginiň maksadyny beýany — «Statement of Purpose» (beýan iňlis dilinde ýazylmaly we 500 sözden köp bolmaly däl). bbox=[101, 1527, 396, 1563]
ad-paragraph: 1. Weterinariýa we zootehniýa (taýýarlygyň ugurlary: seýisçilik; weterinar we sanitar ekspertizasy). bbox=[101, 263, 315, 298]
ad-paragraph: Aşgabat ş., 1958-nji (Andalyp) köçe, 169, bbox=[155, 1816, 341, 1827]
ad-paragraph: Giriş synaglary we okuwa kabul edilmek institutda (Aşgabat ş.) 2025-nji ýylyň 11 — 13-nji awgusty aralygynda geçirilýär. bbox=[685, 1690, 923, 1725]
ad-paragraph: Okuwlar tölegli esasda alnyp barylýar. bbox=[110, 610, 271, 621]
ad-paragraph: Okuwlar tölegli esasda alnyp barylýar. bbox=[110, 1287, 271, 1298]
